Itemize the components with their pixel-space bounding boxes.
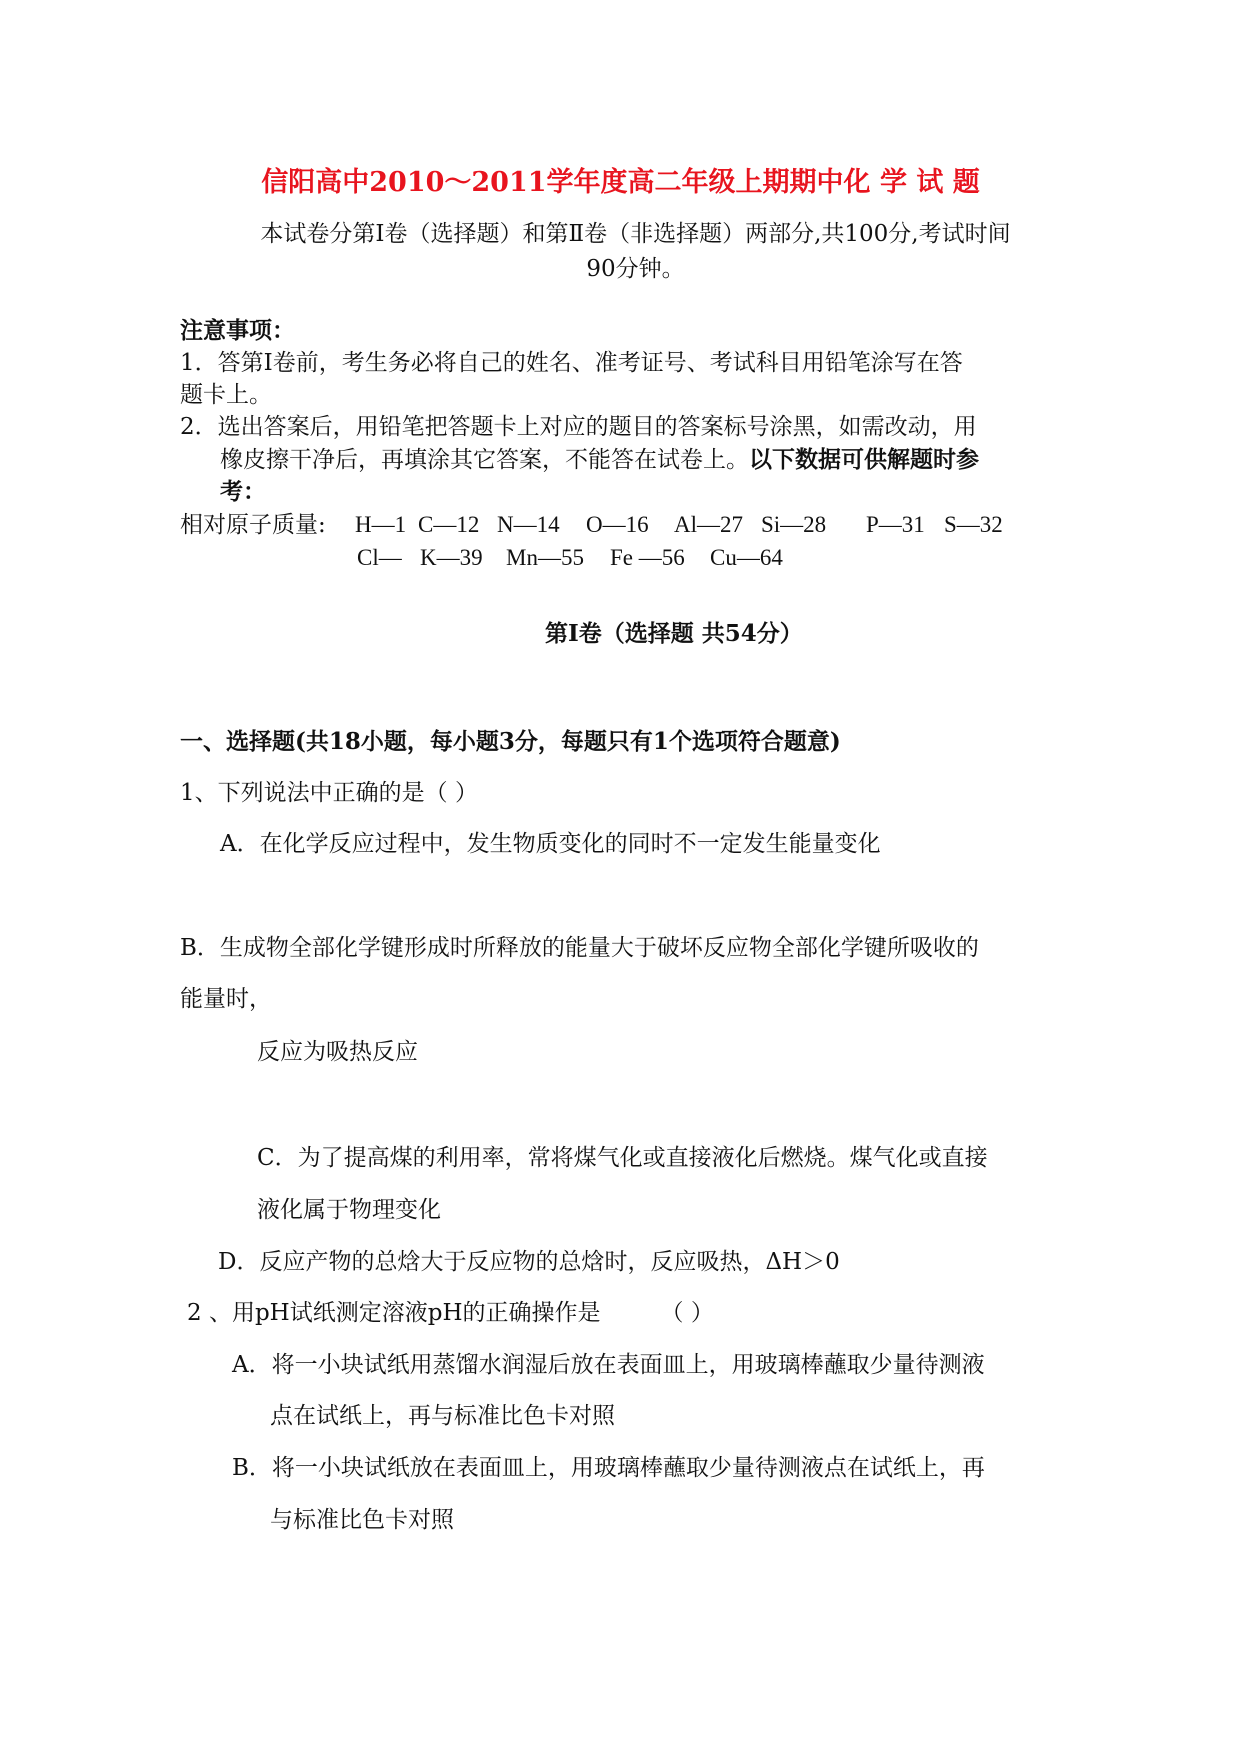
atomic-mass-cu: Cu—64: [710, 545, 783, 570]
q2-option-b-line-2: 与标准比色卡对照: [270, 1507, 454, 1533]
section-1-heading: 一、选择题(共18小题，每小题3分，每题只有1个选项符合题意): [180, 728, 841, 755]
atomic-mass-s: S—32: [944, 512, 1003, 537]
atomic-mass-k: K—39: [420, 545, 483, 570]
q1-option-b-line-2: 能量时，: [180, 986, 272, 1012]
note-2-line-1: 2．选出答案后，用铅笔把答题卡上对应的题目的答案标号涂黑，如需改动，用: [180, 414, 977, 440]
intro-line-2: 90分钟。: [586, 256, 685, 282]
atomic-mass-al: Al—27: [674, 512, 743, 537]
q2-answer-paren: （ ）: [660, 1300, 714, 1326]
q1-option-a: A．在化学反应过程中，发生物质变化的同时不一定发生能量变化: [220, 831, 881, 857]
notes-heading: 注意事项：: [180, 317, 295, 344]
note-2-line-2-normal: 橡皮擦干净后，再填涂其它答案，不能答在试卷上。: [220, 447, 749, 473]
q1-option-b-line-3: 反应为吸热反应: [257, 1039, 418, 1065]
atomic-mass-n: N—14: [497, 512, 560, 537]
part-1-heading: 第Ⅰ卷（选择题 共54分）: [545, 620, 803, 647]
atomic-mass-cl: Cl—: [357, 545, 402, 570]
atomic-mass-mn: Mn—55: [506, 545, 584, 570]
atomic-mass-label: 相对原子质量:: [180, 512, 326, 538]
q2-stem: [187, 1298, 714, 1328]
atomic-mass-fe: Fe —56: [610, 545, 685, 570]
atomic-mass-c: C—12: [418, 512, 480, 537]
intro-line-1: 本试卷分第Ⅰ卷（选择题）和第Ⅱ卷（非选择题）两部分,共100分,考试时间: [260, 221, 1011, 247]
q1-option-c-line-2: 液化属于物理变化: [257, 1197, 441, 1223]
q2-option-a-line-2: 点在试纸上，再与标准比色卡对照: [270, 1403, 615, 1429]
q2-option-b-line-1: B．将一小块试纸放在表面皿上，用玻璃棒蘸取少量待测液点在试纸上，再: [232, 1455, 985, 1481]
atomic-mass-si: Si—28: [761, 512, 827, 537]
note-2-line-3: 考：: [220, 478, 266, 505]
atomic-mass-h: H—1: [355, 512, 407, 537]
q1-option-d: D．反应产物的总焓大于反应物的总焓时，反应吸热，ΔH＞0: [218, 1249, 840, 1275]
atomic-mass-o: O—16: [586, 512, 649, 537]
q1-option-c-line-1: C．为了提高煤的利用率，常将煤气化或直接液化后燃烧。煤气化或直接: [257, 1145, 988, 1171]
exam-title: 信阳高中2010～2011学年度高二年级上期期中化 学 试 题: [261, 167, 980, 198]
note-1-line-1: 1．答第Ⅰ卷前，考生务必将自己的姓名、准考证号、考试科目用铅笔涂写在答: [180, 350, 963, 376]
q2-option-a-line-1: A．将一小块试纸用蒸馏水润湿后放在表面皿上，用玻璃棒蘸取少量待测液: [232, 1352, 985, 1378]
q1-option-b-line-1: B．生成物全部化学键形成时所释放的能量大于破坏反应物全部化学键所吸收的: [180, 935, 979, 961]
note-2-line-2: [220, 445, 979, 475]
note-1-line-2: 题卡上。: [180, 382, 272, 408]
q2-stem-text: 2 、用pH试纸测定溶液pH的正确操作是: [187, 1300, 601, 1326]
q1-stem: 1、下列说法中正确的是（ ）: [180, 780, 478, 806]
note-2-line-2-bold: 以下数据可供解题时参: [749, 446, 979, 473]
atomic-mass-p: P—31: [866, 512, 925, 537]
